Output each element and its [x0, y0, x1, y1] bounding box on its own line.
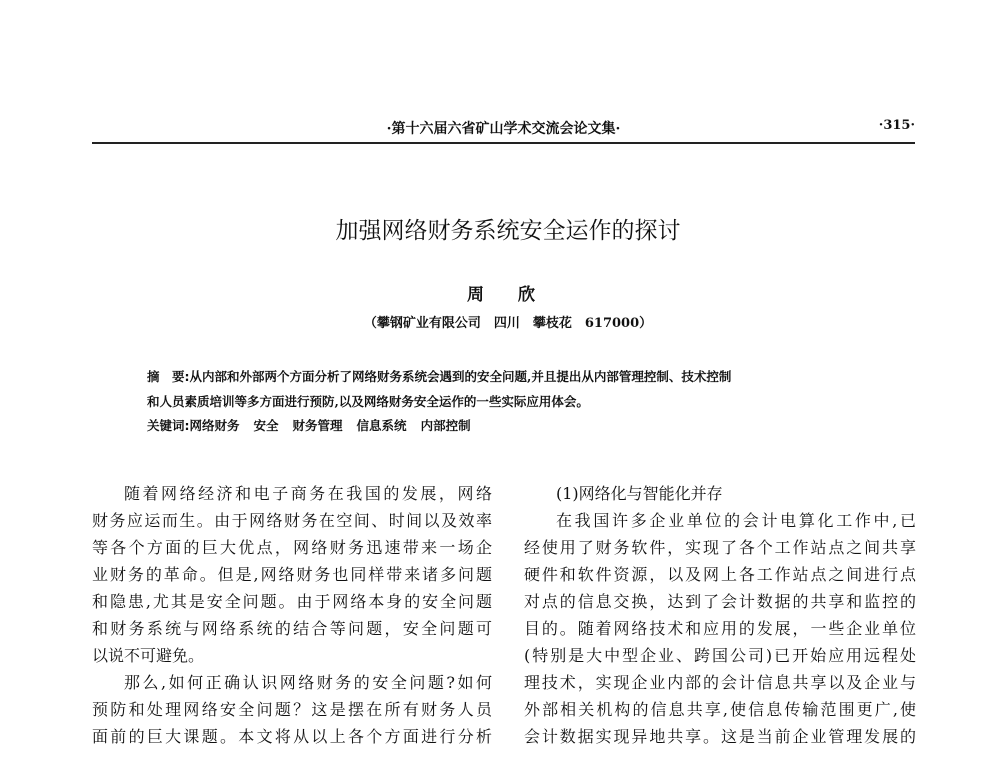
- body-line: 对点的信息交换，达到了会计数据的共享和监控的: [524, 592, 916, 611]
- body-line: (特别是大中型企业、跨国公司)已开始应用远程处: [524, 646, 916, 665]
- section-heading: (1)网络化与智能化并存: [556, 484, 723, 503]
- body-line: 外部相关机构的信息共享,使信息传输范围更广,使: [524, 700, 916, 719]
- body-line: 业财务的革命。但是,网络财务也同样带来诸多问题: [92, 565, 492, 584]
- body-line: 在我国许多企业单位的会计电算化工作中,已: [556, 511, 916, 530]
- keyword: 安全: [253, 418, 279, 433]
- body-line: 理技术，实现企业内部的会计信息共享以及企业与: [524, 673, 916, 692]
- body-line: 经使用了财务软件，实现了各个工作站点之间共享: [524, 538, 916, 557]
- body-line: 硬件和软件资源，以及网上各工作站点之间进行点: [524, 565, 916, 584]
- body-line: 那么,如何正确认识网络财务的安全问题?如何: [124, 673, 492, 692]
- abstract-text: 和人员素质培训等多方面进行预防,以及网络财务安全运作的一些实际应用体会。: [147, 394, 589, 409]
- author: 周 欣: [467, 285, 549, 305]
- body-line: 财务应运而生。由于网络财务在空间、时间以及效率: [92, 511, 492, 530]
- body-line: 等各个方面的巨大优点，网络财务迅速带来一场企: [92, 538, 492, 557]
- running-head: ·第十六届六省矿山学术交流会论文集·: [386, 121, 621, 137]
- body-left-column: [92, 480, 492, 750]
- body-line: 和财务系统与网络系统的结合等问题，安全问题可: [92, 619, 492, 638]
- body-line: 面前的巨大课题。本文将从以上各个方面进行分析: [92, 727, 492, 746]
- page-number: ·315·: [878, 118, 915, 133]
- body-line: 预防和处理网络安全问题？这是摆在所有财务人员: [92, 700, 492, 719]
- abstract-line: [147, 392, 589, 410]
- body-line: 目的。随着网络技术和应用的发展，一些企业单位: [524, 619, 916, 638]
- body-line: 随着网络经济和电子商务在我国的发展，网络: [124, 484, 492, 503]
- keyword: 信息系统: [356, 418, 407, 433]
- body-line: 会计数据实现异地共享。这是当前企业管理发展的: [524, 727, 916, 746]
- keyword: 财务管理: [292, 418, 343, 433]
- body-right-column: [524, 480, 916, 750]
- affiliation: （攀钢矿业有限公司 四川 攀枝花 617000）: [363, 316, 653, 331]
- body-line: 以说不可避免。: [92, 646, 205, 665]
- header-rule: [92, 142, 915, 144]
- abstract-text: 从内部和外部两个方面分析了网络财务系统会遇到的安全问题,并且提出从内部管理控制、技术控制: [189, 369, 732, 384]
- article-title: 加强网络财务系统安全运作的探讨: [335, 218, 681, 244]
- body-line: 和隐患,尤其是安全问题。由于网络本身的安全问题: [92, 592, 492, 611]
- keyword: 内部控制: [420, 418, 471, 433]
- abstract-label: 摘 要:: [147, 369, 190, 384]
- abstract-line: [147, 367, 731, 385]
- keywords-label: 关键词:: [147, 418, 190, 433]
- keywords-line: [147, 416, 485, 434]
- keyword: 网络财务: [189, 418, 240, 433]
